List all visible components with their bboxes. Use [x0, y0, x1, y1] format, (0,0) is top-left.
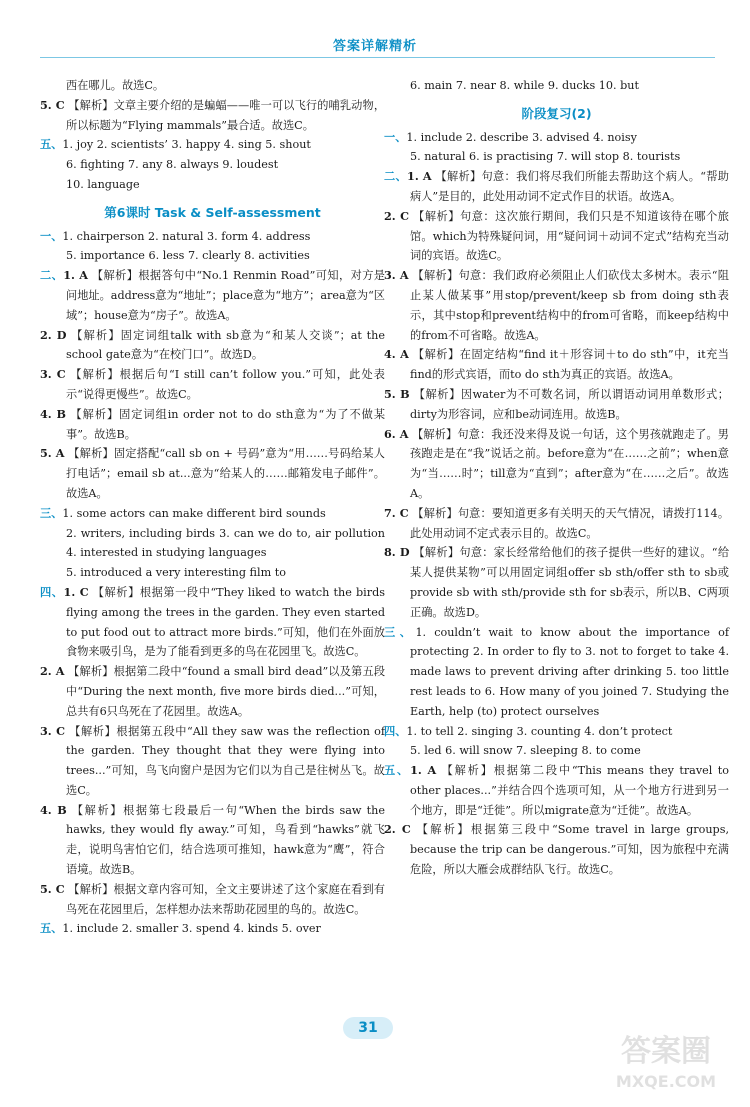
item-text: 1. to tell 2. singing 3. counting 4. don’t protect [406, 724, 673, 738]
item-number: 1. A [63, 268, 88, 283]
review-heading: 阶段复习(2) [521, 105, 592, 121]
answer-item [384, 207, 729, 266]
answer-item [40, 96, 385, 136]
section-marker: 五、 [40, 922, 63, 936]
item-text: 【解析】句意：家长经常给他们的孩子提供一些好的建议。“给某人提供某物”可以用固定词组offer sb sth/offer sth to sb或provide sb with sth/provide sth for sb表示，所以B、C两项正确。故选D。 [410, 546, 730, 619]
section-marker: 五、 [384, 764, 411, 778]
answer-item [40, 919, 385, 939]
item-text: 【解析】根据答句中“No.1 Renmin Road”可知，对方是问地址。address意为“地址”；place意为“地方”；area意为“区域”；house意为“房子”。故选A。 [66, 269, 385, 322]
item-number: 2. A [40, 664, 65, 679]
answer-item [40, 266, 385, 325]
answer-item [384, 761, 729, 820]
section-marker: 一、 [40, 229, 63, 243]
item-number: 5. C [40, 97, 65, 112]
item-text: 1. include 2. describe 3. advised 4. noisy [406, 130, 637, 144]
answer-item [384, 167, 729, 207]
section-marker: 四、 [40, 585, 64, 599]
answer-line: 6. fighting 7. any 8. always 9. loudest [66, 158, 279, 172]
item-text: 【解析】句意：我们政府必须阻止人们砍伐太多树木。表示“阻止某人做某事”用stop/prevent/keep sb from doing sth表示，其中stop和prevent结构中的from可省略，而keep结构中的from不可省略。故选A。 [410, 269, 729, 342]
item-text: 【解析】根据第七段最后一句“When the birds saw the hawks, they would fly away.”可知，鸟看到“hawks”就飞走，说明鸟害怕它们，结合选项可推知，hawk意为“鹰”，符合语境。故选B。 [66, 803, 385, 877]
answer-item [40, 326, 385, 366]
answer-line: 2. writers, including birds 3. can we do to, air pollution 4. interested in studying languages [66, 526, 385, 560]
item-number: 1. C [63, 584, 89, 599]
item-number: 3. C [40, 723, 66, 738]
answer-item [40, 583, 385, 662]
answer-item [40, 365, 385, 405]
item-text: 1. some actors can make different bird sounds [62, 506, 326, 520]
item-text: 【解析】固定搭配“call sb on + 号码”意为“用……号码给某人打电话”；email sb at...意为“给某人的……邮箱发电子邮件”。故选A。 [66, 447, 385, 500]
answer-item [40, 405, 385, 445]
item-text: 1. couldn’t wait to know about the importance of protecting 2. In order to fly to 3. not to forget to take 4. made laws to prevent driving after drinking 5. too little rest leads to 6. How many of you joined 7. Studying the Earth, help (to) protect ourselves [410, 625, 729, 718]
item-number: 5. B [384, 386, 410, 401]
item-text: 【解析】根据文章内容可知，全文主要讲述了这个家庭在看到有鸟死在花园里后，怎样想办法来帮助花园里的鸟的。故选C。 [66, 882, 385, 916]
answer-item [384, 385, 729, 425]
left-column [40, 76, 385, 939]
item-text: 【解析】根据后句“I still can’t follow you.”可知，此处表示“说得更慢些”。故选C。 [66, 368, 385, 401]
item-number: 4. B [40, 406, 66, 421]
item-number: 1. A [407, 169, 432, 184]
item-number: 5. C [40, 881, 65, 896]
answer-item [384, 266, 729, 345]
item-number: 5. A [40, 446, 65, 461]
header-divider [40, 57, 715, 58]
item-number: 3. C [40, 367, 66, 382]
answer-item [384, 128, 729, 148]
answer-line: 西在哪儿。故选C。 [66, 79, 165, 92]
item-text: 【解析】根据第一段中“They liked to watch the birds flying among the trees in the garden. They even started to put food out to attract more birds.”可知，他们在外面放食物来吸引鸟，是为了能看到更多的鸟在花园里飞。故选C。 [66, 585, 385, 659]
item-number: 4. B [40, 802, 67, 817]
section-marker: 四、 [384, 724, 407, 738]
item-number: 6. A [384, 426, 409, 441]
answer-item [40, 504, 385, 524]
item-text: 【解析】在固定结构“find it＋形容词＋to do sth”中，it充当find的形式宾语，而to do sth为真正的宾语。故选A。 [410, 348, 729, 382]
item-text: 【解析】根据第五段中“All they saw was the reflection of the garden. They thought that they were flying into trees...”可知，鸟飞向窗户是因为它们以为自己是往树丛飞。故选C。 [66, 724, 385, 797]
answer-line: 10. language [66, 177, 140, 191]
answer-item [384, 504, 729, 544]
item-number: 3. A [384, 268, 409, 283]
item-text: 【解析】根据第三段中“Some travel in large groups, because the trip can be dangerous.”可知，因为旅程中充满危险，所以大雁会成群结队飞行。故选C。 [410, 823, 730, 877]
section-marker: 五、 [40, 138, 63, 152]
item-number: 4. A [384, 347, 409, 362]
page-number: 31 [343, 1017, 393, 1039]
answer-line: 5. importance 6. less 7. clearly 8. activities [66, 249, 310, 263]
section-marker: 三、 [384, 625, 416, 639]
item-text: 【解析】句意：这次旅行期间，我们只是不知道该待在哪个旅馆。which为特殊疑问词，用“疑问词＋动词不定式”结构充当动词的宾语。故选C。 [410, 209, 729, 263]
answer-item [40, 880, 385, 920]
answer-item [384, 345, 729, 385]
answer-item [384, 623, 729, 722]
answer-line: 5. led 6. will snow 7. sleeping 8. to come [410, 744, 641, 758]
section-marker: 三、 [40, 506, 63, 520]
section-marker: 一、 [384, 130, 407, 144]
answer-line: 5. introduced a very interesting film to [66, 566, 286, 580]
item-text: 1. joy 2. scientists’ 3. happy 4. sing 5. shout [62, 138, 311, 152]
item-number: 8. D [384, 545, 410, 560]
section-marker: 二、 [40, 269, 64, 283]
answer-item [40, 444, 385, 503]
item-text: 【解析】根据第二段中“found a small bird dead”以及第五段中“During the next month, five more birds died...”可知，总共有6只鸟死在了花园里。故选A。 [66, 665, 386, 718]
item-number: 2. C [384, 822, 411, 837]
watermark-url: MXQE.COM [615, 1072, 717, 1091]
item-text: 【解析】根据第二段中“This means they travel to other places...”并结合四个选项可知，从一个地方行进到另一个地方，即是“迁徙”。所以migrate意为“迁徙”。故选A。 [410, 764, 729, 817]
answer-item [40, 801, 385, 880]
answer-item [40, 722, 385, 801]
item-number: 7. C [384, 505, 409, 520]
section-marker: 二、 [384, 170, 408, 184]
item-number: 2. C [384, 208, 410, 223]
answer-item [384, 543, 729, 622]
answer-line: 6. main 7. near 8. while 9. ducks 10. but [410, 79, 639, 92]
right-column [384, 76, 729, 880]
item-number: 1. A [410, 763, 437, 778]
answer-item [384, 820, 729, 879]
item-text: 【解析】句意：要知道更多有关明天的天气情况，请拨打114。此处用动词不定式表示目的。故选C。 [410, 506, 730, 540]
lesson-heading: 第6课时 Task & Self-assessment [104, 204, 321, 220]
item-text: 【解析】因water为不可数名词，所以谓语动词用单数形式；dirty为形容词，应和be动词连用。故选B。 [410, 387, 729, 421]
page-header-title: 答案详解精析 [332, 39, 417, 54]
watermark-logo [596, 1023, 736, 1095]
answer-item [40, 135, 385, 155]
answer-line: 5. natural 6. is practising 7. will stop 8. tourists [410, 150, 681, 164]
answer-item [40, 662, 385, 721]
answer-item [40, 227, 385, 247]
item-text: 1. chairperson 2. natural 3. form 4. address [62, 229, 311, 243]
answer-item [384, 722, 729, 742]
item-text: 【解析】句意：我们将尽我们所能去帮助这个病人。“帮助病人”是目的，此处用动词不定式作目的状语。故选A。 [410, 170, 729, 203]
item-text: 【解析】文章主要介绍的是蝙蝠——唯一可以飞行的哺乳动物，所以标题为“Flying mammals”最合适。故选C。 [66, 98, 386, 132]
item-text: 【解析】句意：我还没来得及说一句话，这个男孩就跑走了。男孩跑走是在“我”说话之前。before意为“在……之前”；when意为“当……时”；till意为“直到”；after意为“在……之后”。故选A。 [410, 427, 729, 500]
item-number: 2. D [40, 327, 67, 342]
item-text: 【解析】固定词组talk with sb意为“和某人交谈”；at the school gate意为“在校门口”。故选D。 [66, 328, 386, 362]
watermark-text: 答案圈 [621, 1034, 711, 1069]
answer-item [384, 425, 729, 504]
item-text: 【解析】固定词组in order not to do sth意为“为了不做某事”。故选B。 [66, 407, 386, 441]
item-text: 1. include 2. smaller 3. spend 4. kinds 5. over [62, 922, 321, 936]
